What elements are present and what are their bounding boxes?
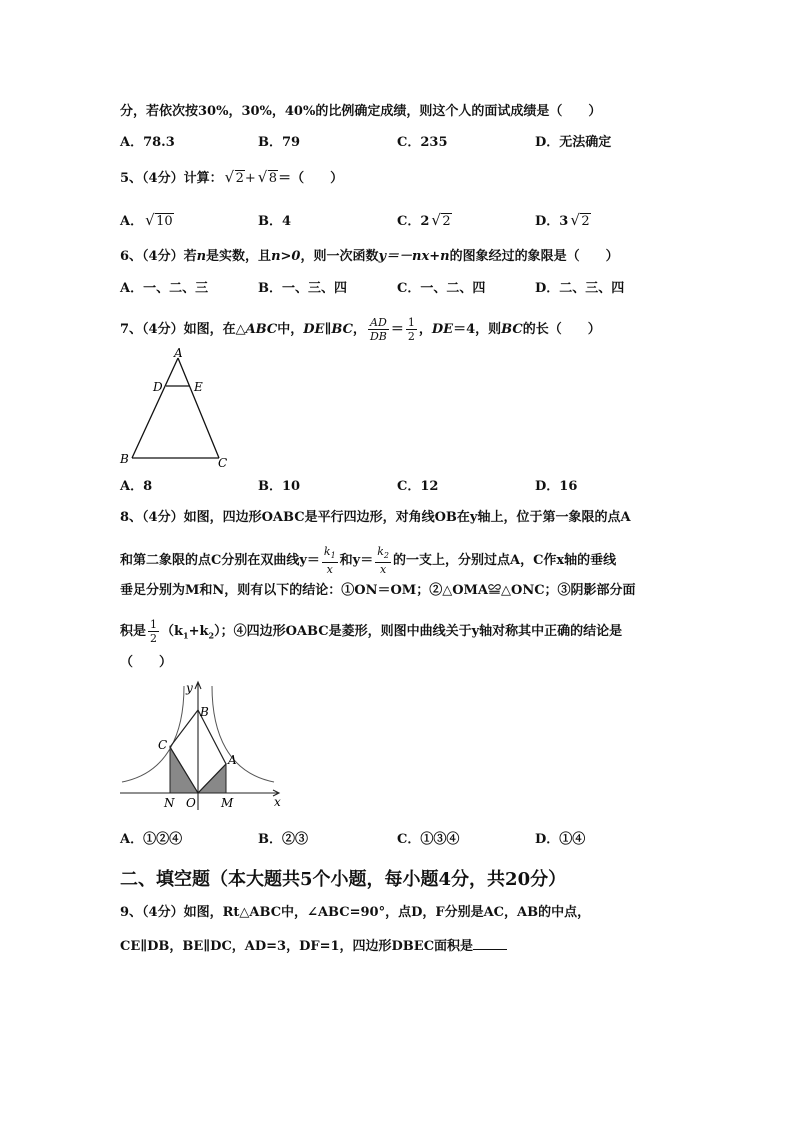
q8-line2-a: 和第二象限的点C分别在双曲线y＝	[120, 553, 320, 569]
q6-var-n: n	[196, 249, 207, 264]
q7-label-c: C	[218, 456, 228, 470]
q6-text-3: n>0	[271, 249, 301, 264]
q8-label-a: A	[228, 753, 237, 767]
q6-option-b: B．一、三、四	[258, 281, 347, 296]
q7-half-den: 2	[407, 330, 415, 343]
q5-sqrt-a: √ 2	[224, 168, 244, 186]
q8-half-num: 1	[150, 618, 158, 631]
q5-opt-c-rad: 2	[442, 214, 451, 229]
q9-line-1: 9、（4分）如图，Rt△ABC中，∠ABC=90°，点D，F分别是AC，AB的中点，	[120, 905, 591, 920]
q8-k2-den: x	[380, 563, 387, 577]
q4-option-c: C．235	[397, 135, 448, 150]
q5-opt-a-rad: 10	[156, 214, 173, 229]
q7-question	[120, 316, 601, 343]
q9-line-2	[120, 937, 507, 956]
q5-plus: +	[244, 171, 256, 186]
q5-opt-c-label: C．2	[397, 214, 430, 229]
q6-question	[120, 248, 619, 266]
q8-half-den: 2	[150, 632, 158, 645]
q6-func: y＝－nx+n	[378, 249, 450, 264]
q8-k2: k	[377, 545, 384, 558]
q8-line2-c: 的一支上，分别过点A，C作x轴的垂线	[393, 553, 617, 569]
q8-line4-a: 积是	[120, 624, 147, 639]
q8-k1-fraction	[322, 545, 338, 576]
q7-side-ac	[178, 358, 219, 458]
q5-expr-a: 2	[235, 171, 244, 186]
q8-k1-den: x	[326, 563, 333, 577]
q4-option-a: A．78.3	[120, 135, 175, 150]
q5-suffix: ＝（ ）	[278, 171, 344, 186]
q8-k1-sub: 1	[330, 551, 336, 561]
q6-option-d: D．二、三、四	[535, 281, 625, 296]
q5-opt-d-label: D．3	[535, 214, 569, 229]
q5-opt-d-sqrt: √ 2	[570, 211, 590, 229]
q5-option-c	[397, 213, 452, 231]
q6-text-2: 是实数，且	[206, 249, 272, 264]
q8-line-3: 垂足分别为M和N，则有以下的结论：①ON＝OM；②△OMA≌△ONC；③阴影部分面	[120, 583, 636, 598]
q8-label-c: C	[158, 738, 168, 752]
q5-option-a	[120, 213, 174, 231]
q7-abc: ABC	[245, 322, 278, 337]
q7-de: DE	[431, 322, 454, 337]
q6-option-a: A．一、二、三	[120, 281, 209, 296]
q8-line-5: （ ）	[120, 655, 173, 670]
q7-label-e: E	[194, 380, 203, 394]
q8-line-2	[120, 545, 616, 576]
q6-option-c: C．一、二、四	[397, 281, 486, 296]
q8-k2-sub: 2	[383, 551, 389, 561]
q7-option-a: A．8	[120, 479, 153, 494]
q5-opt-c-sqrt: √ 2	[431, 211, 451, 229]
q6-text-5: 的图象经过的象限是（ ）	[449, 249, 619, 264]
q8-option-c: C．①③④	[397, 832, 460, 847]
q7-eq: ＝	[390, 322, 404, 337]
q7-text-1: 7、（4分）如图，在△	[120, 322, 246, 337]
q5-prefix: 5、（4分）计算：	[120, 171, 223, 186]
q8-line4-c: +k	[188, 624, 209, 639]
q7-frac-den: DB	[369, 330, 387, 343]
q8-k2-fraction	[375, 545, 391, 576]
q7-ad-db-fraction	[368, 316, 389, 343]
q7-bc: BC	[501, 322, 523, 337]
q5-sqrt-b: √ 8	[257, 168, 278, 186]
q7-label-a: A	[174, 346, 183, 360]
q8-label-o: O	[186, 796, 196, 810]
q7-text-6: 的长（ ）	[522, 322, 601, 337]
q6-text-1: 6、（4分）若	[120, 249, 197, 264]
q8-option-a: A．①②④	[120, 832, 183, 847]
q7-text-5: ＝4，则	[453, 322, 502, 337]
q7-option-d: D．16	[535, 479, 578, 494]
q4-option-d: D．无法确定	[535, 135, 612, 150]
q8-line4-b: （k	[161, 624, 184, 639]
q8-k1: k	[323, 545, 331, 558]
q8-half-fraction	[148, 618, 159, 645]
q4-option-b: B．79	[258, 135, 301, 150]
q7-triangle-figure	[115, 343, 235, 473]
q7-side-ab	[132, 358, 178, 458]
q8-option-d: D．①④	[535, 832, 586, 847]
q7-text-3: ，	[352, 322, 366, 337]
q5-opt-a-label: A．	[120, 214, 144, 229]
q9-line2-text: CE∥DB，BE∥DC，AD=3，DF=1，四边形DBEC面积是	[120, 939, 474, 954]
q8-label-y: y	[186, 681, 193, 695]
q8-line4-d: ）；④四边形OABC是菱形，则图中曲线关于y轴对称其中正确的结论是	[214, 624, 623, 639]
q8-line2-b: 和y＝	[339, 553, 374, 569]
q8-hyperbola-right	[212, 686, 274, 782]
q8-line4-sub2: 2	[208, 630, 215, 641]
q8-line-1: 8、（4分）如图，四边形OABC是平行四边形，对角线OB在y轴上，位于第一象限的点A	[120, 510, 631, 525]
q5-question	[120, 170, 343, 188]
q5-option-b: B．4	[258, 214, 292, 229]
q5-option-d	[535, 213, 591, 231]
q8-coordinate-figure	[118, 678, 288, 813]
q7-text-4: ，	[418, 322, 432, 337]
q7-label-d: D	[153, 380, 163, 394]
q4-tail-text: 分，若依次按30%，30%，40%的比例确定成绩，则这个人的面试成绩是（ ）	[120, 104, 602, 119]
q7-de-bc: DE∥BC	[303, 322, 353, 337]
q8-label-x: x	[274, 795, 281, 809]
q8-label-n: N	[164, 796, 175, 810]
q5-expr-b: 8	[268, 171, 278, 186]
q8-label-b: B	[200, 705, 209, 719]
section-2-title: 二、填空题（本大题共5个小题，每小题4分，共20分）	[120, 869, 567, 890]
q5-opt-a-sqrt: √ 10	[145, 211, 173, 229]
q7-option-b: B．10	[258, 479, 301, 494]
q8-line-4	[120, 618, 622, 645]
q8-option-b: B．②③	[258, 832, 308, 847]
q7-label-b: B	[120, 452, 129, 466]
q5-opt-d-rad: 2	[581, 214, 590, 229]
q8-label-m: M	[221, 796, 234, 810]
q7-half-fraction	[406, 316, 417, 343]
q7-text-2: 中，	[277, 322, 304, 337]
q8-line4-sub1: 1	[183, 630, 189, 641]
q7-option-c: C．12	[397, 479, 439, 494]
q7-frac-num: AD	[368, 316, 389, 330]
q6-text-4: ，则一次函数	[300, 249, 379, 264]
q9-answer-blank[interactable]	[473, 937, 507, 950]
q7-half-num: 1	[407, 316, 415, 329]
